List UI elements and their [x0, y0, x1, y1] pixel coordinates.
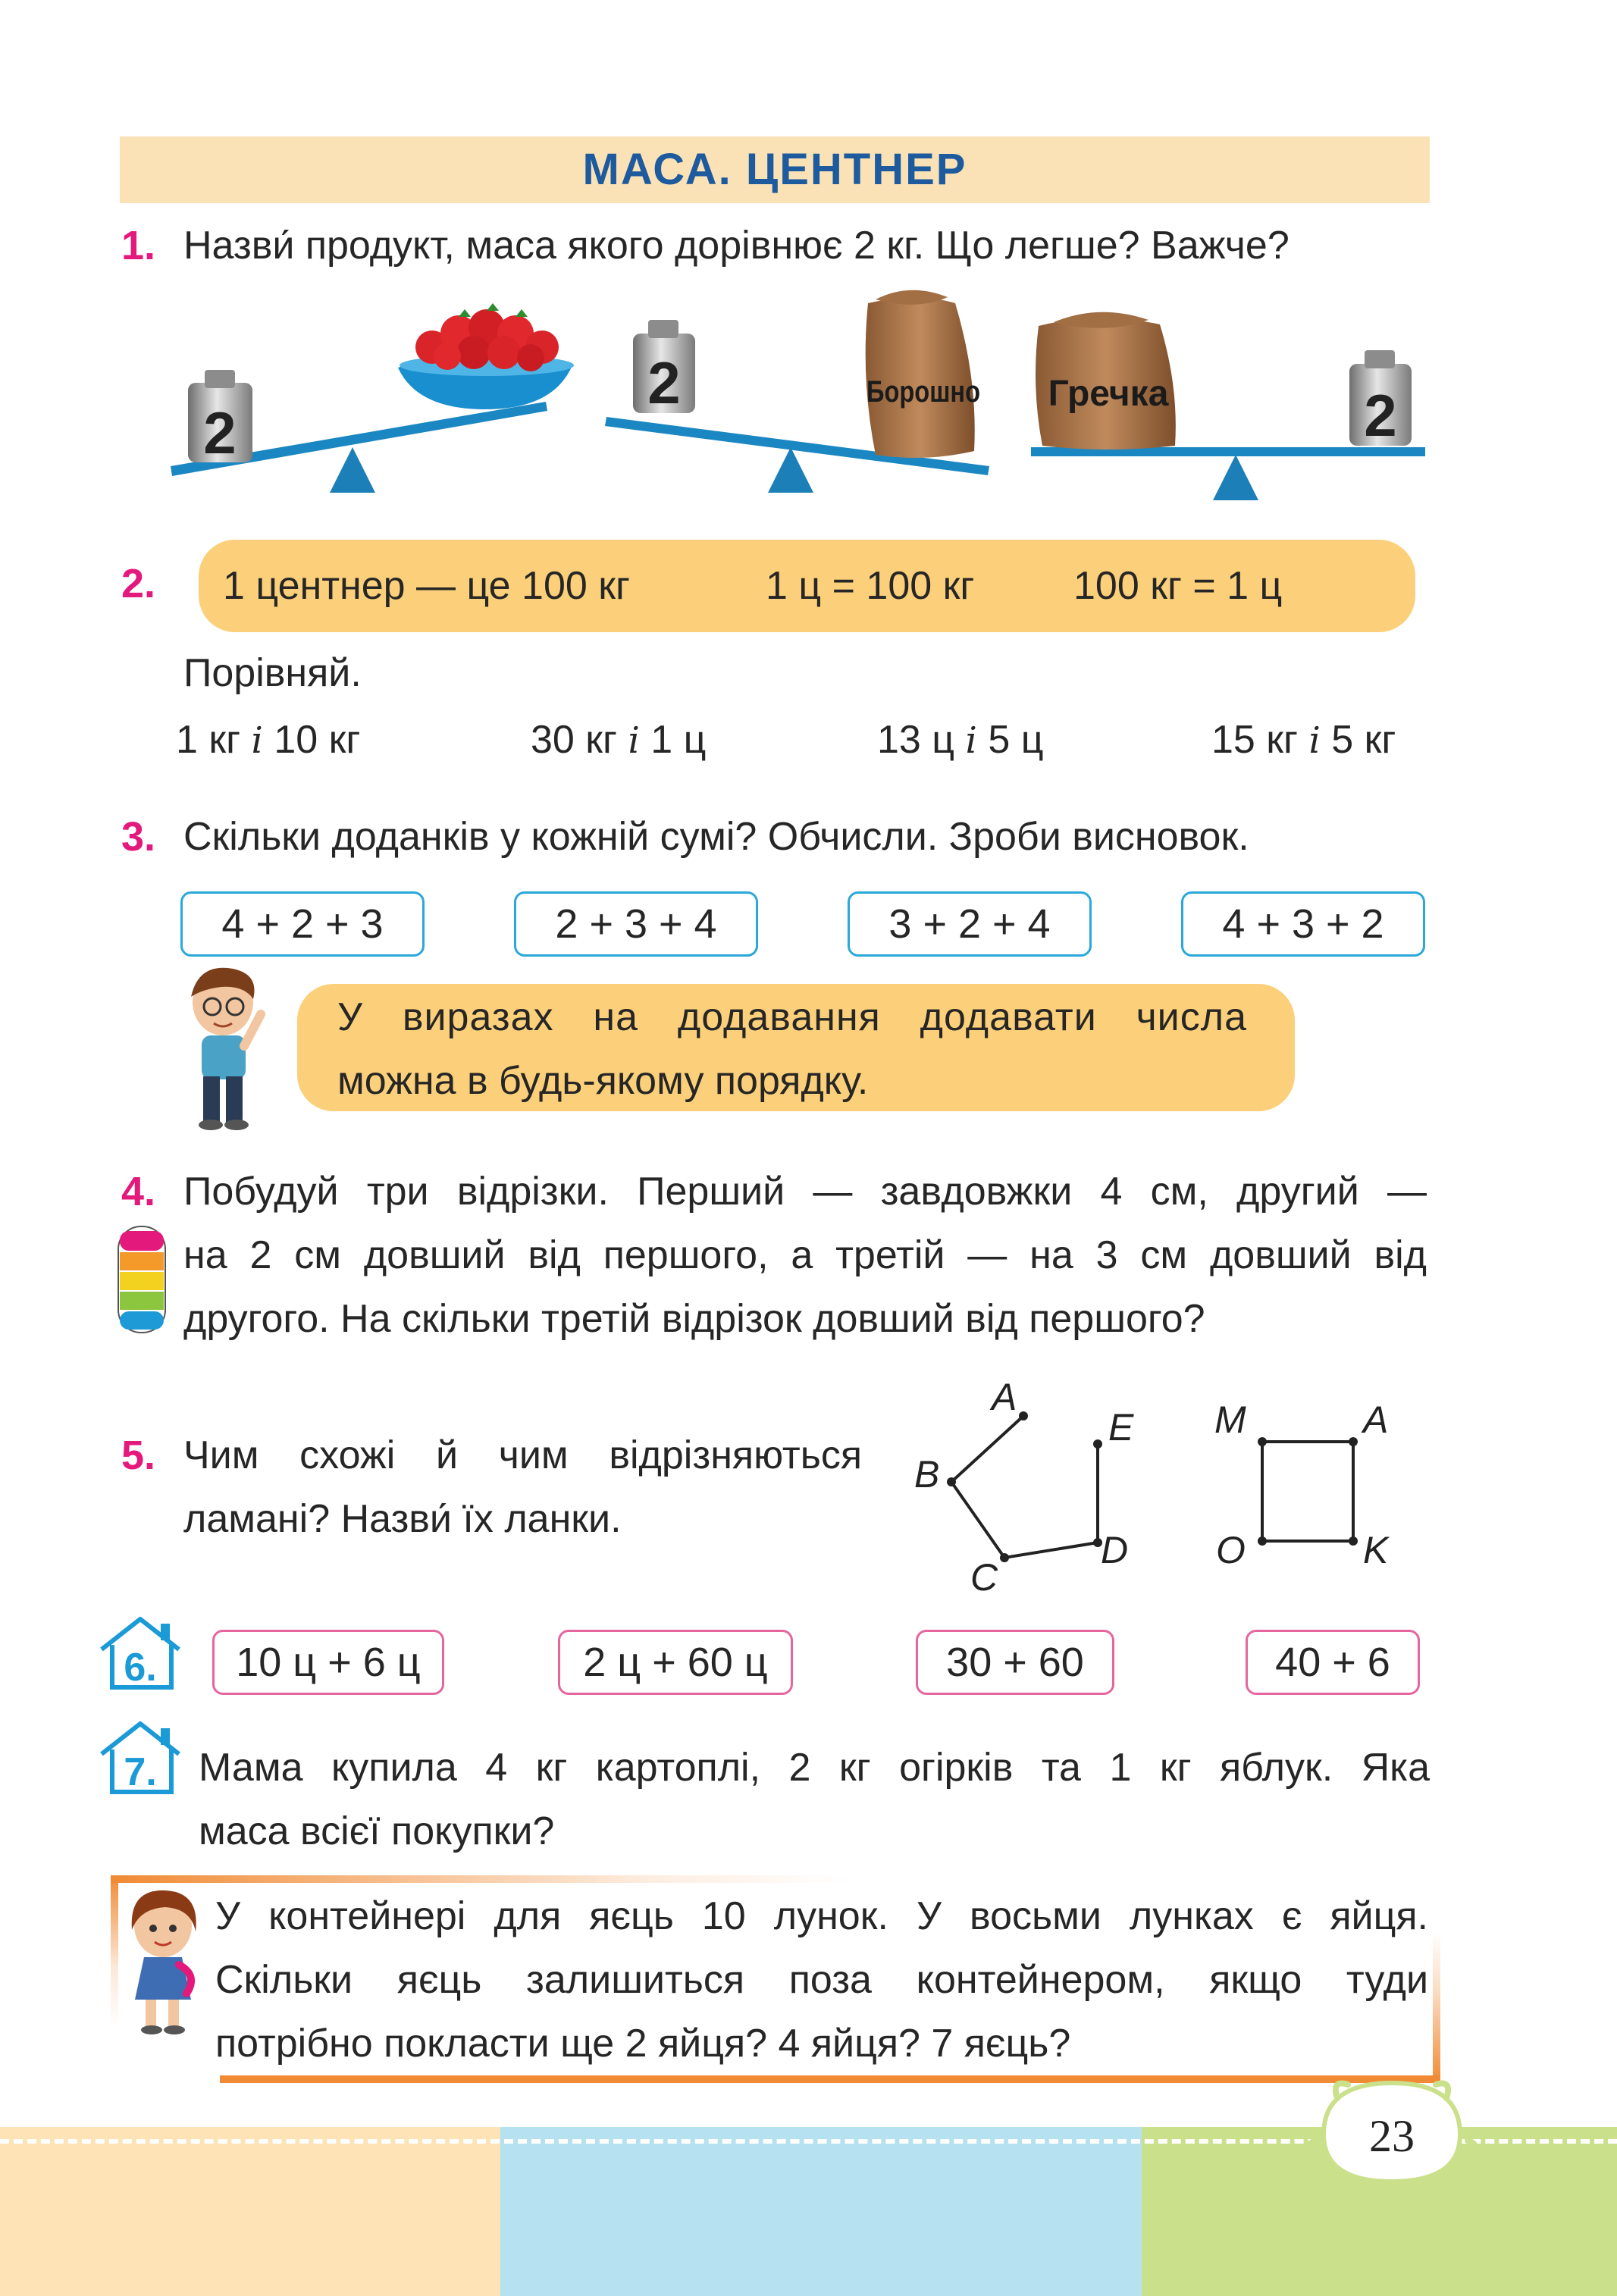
footer-band-peach	[0, 2127, 500, 2296]
scales-illustration	[159, 280, 1448, 508]
weight-icon	[1349, 350, 1412, 449]
svg-text:B: B	[914, 1453, 940, 1496]
task5-line-1: Чим схожі й чим відрізняються	[183, 1433, 862, 1477]
comparison-2: 30 кг і 1 ц	[531, 718, 707, 762]
svg-text:A: A	[992, 1376, 1017, 1418]
weight-icon	[633, 320, 695, 416]
page-number-badge	[1301, 2068, 1483, 2197]
puzzle-line-1: У контейнері для яєць 10 лунок. У восьми лунках є яйця.	[215, 1894, 1428, 1938]
puzzle-line-3: потрібно покласти ще 2 яйця? 4 яйця? 7 яєць?	[215, 2022, 1071, 2066]
task1-number: 1.	[121, 223, 156, 268]
svg-text:2: 2	[203, 399, 237, 466]
scale-fulcrum	[1213, 455, 1258, 500]
svg-text:O: O	[1216, 1529, 1246, 1571]
svg-text:M: M	[1214, 1399, 1246, 1441]
comparison-4: 15 кг і 5 кг	[1211, 718, 1396, 762]
svg-text:Борошно: Борошно	[866, 375, 980, 409]
compare-prompt: Порівняй.	[183, 651, 362, 695]
ruler-colors-icon	[115, 1223, 170, 1336]
polylines-figure	[895, 1364, 1425, 1607]
task4-line-2: на 2 см довший від першого, а третій — на 3 см довший від	[183, 1233, 1427, 1277]
task2-number: 2.	[121, 561, 156, 606]
homework-expression-box: 30 + 60	[916, 1630, 1114, 1695]
polyline-maok	[1214, 1399, 1390, 1571]
task3-number: 3.	[121, 814, 156, 860]
rule-line-1: У виразах на додавання додавати числа	[337, 995, 1247, 1039]
homework-expression-box: 40 + 6	[1246, 1630, 1420, 1695]
homework-expression-box: 10 ц + 6 ц	[212, 1630, 444, 1695]
task3-text: Скільки доданків у кожній сумі? Обчисли. Зроби висновок.	[183, 815, 1249, 859]
task7-line-1: Мама купила 4 кг картоплі, 2 кг огірків та 1 кг яблук. Яка	[199, 1746, 1430, 1790]
svg-text:E: E	[1108, 1406, 1134, 1449]
page-title: МАСА. ЦЕНТНЕР	[582, 145, 967, 194]
task7-number: 7.	[124, 1750, 157, 1794]
scale-middle	[605, 290, 989, 493]
svg-text:A: A	[1363, 1399, 1389, 1441]
task6-number: 6.	[124, 1646, 157, 1690]
expression-box: 3 + 2 + 4	[848, 891, 1092, 957]
svg-text:K: K	[1363, 1529, 1389, 1571]
expression-box: 4 + 3 + 2	[1181, 891, 1425, 957]
svg-text:2: 2	[647, 349, 681, 416]
footer-band-blue	[500, 2127, 1142, 2296]
scale-fulcrum	[768, 447, 813, 493]
weight-icon	[188, 370, 252, 466]
svg-text:Гречка: Гречка	[1048, 374, 1169, 414]
fact-3: 100 кг = 1 ц	[1073, 564, 1283, 608]
comparison-3: 13 ц і 5 ц	[877, 718, 1044, 762]
svg-text:D: D	[1101, 1529, 1129, 1571]
expression-box: 4 + 2 + 3	[180, 891, 425, 957]
scale-left	[171, 303, 574, 493]
scale-fulcrum	[330, 447, 375, 493]
task4-line-1: Побудуй три відрізки. Перший — завдовжки 4 см, другий —	[183, 1170, 1427, 1214]
puzzle-line-2: Скільки яєць залишиться поза контейнером, якщо туди	[215, 1958, 1428, 2002]
task7-line-2: маса всієї покупки?	[199, 1809, 555, 1853]
svg-text:2: 2	[1364, 382, 1397, 449]
scale-right	[1031, 312, 1425, 500]
homework-expression-box: 2 ц + 60 ц	[558, 1630, 793, 1695]
task4-number: 4.	[121, 1169, 156, 1214]
polyline-abcde	[914, 1376, 1134, 1599]
svg-text:C: C	[970, 1556, 998, 1599]
boy-character-icon	[176, 963, 274, 1133]
girl-character-icon	[121, 1886, 208, 2038]
rule-line-2: можна в будь-якому порядку.	[337, 1059, 869, 1103]
page-number: 23	[1369, 2111, 1415, 2161]
fact-2: 1 ц = 100 кг	[766, 564, 975, 608]
buckwheat-bag-icon	[1036, 312, 1176, 449]
task4-line-3: другого. На скільки третій відрізок довший від першого?	[183, 1297, 1205, 1341]
comparison-1: 1 кг і 10 кг	[176, 718, 361, 762]
expression-box: 2 + 3 + 4	[514, 891, 758, 957]
flour-bag-icon	[866, 290, 980, 458]
task5-line-2: ламані? Назви́ їх ланки.	[183, 1497, 622, 1541]
fact-1: 1 центнер — це 100 кг	[223, 564, 630, 608]
task1-text: Назви́ продукт, маса якого дорівнює 2 кг. Що легше? Важче?	[183, 224, 1290, 268]
task5-number: 5.	[121, 1433, 156, 1478]
strawberry-bowl-icon	[398, 303, 574, 409]
